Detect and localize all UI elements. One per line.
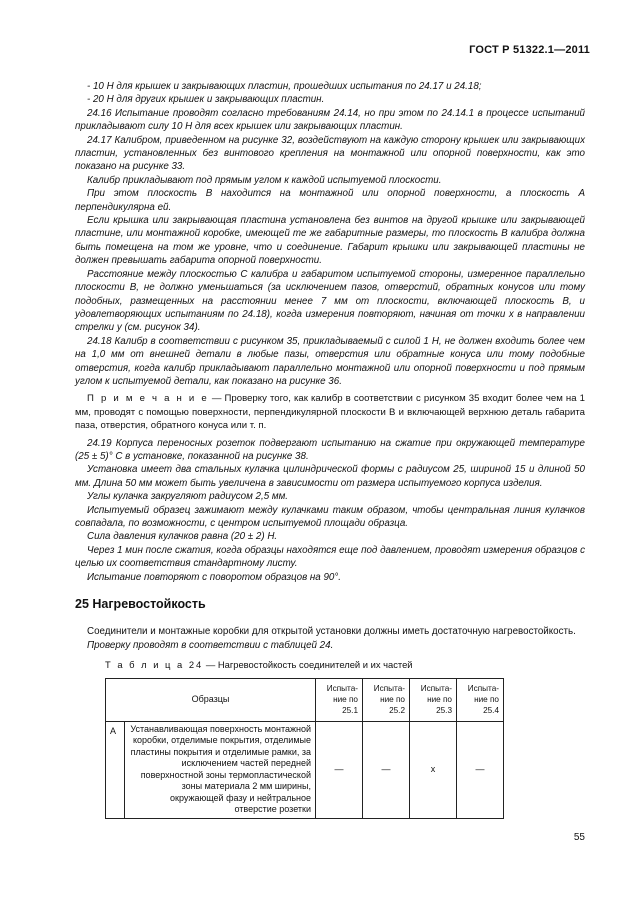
- paragraph: - 10 Н для крышек и закрывающих пластин, прошедших испытания по 24.17 и 24.18;: [87, 81, 482, 92]
- paragraph: Через 1 мин после сжатия, когда образцы находятся еще под давлением, проводят измерения образцов с целью их соответствия стандартному листу.: [75, 544, 585, 570]
- note-label: П р и м е ч а н и е: [87, 393, 209, 405]
- table-caption-label: Т а б л и ц а 24: [105, 659, 204, 671]
- paragraph: Углы кулачка закругляют радиусом 2,5 мм.: [87, 491, 289, 503]
- paragraph: 24.17 Калибром, приведенном на рисунке 32, воздействуют на каждую сторону крышек или закрывающих пластин, установленных без винтового крепления на монтажной или опорной поверхности, как это показано на рисунке 33.: [75, 134, 585, 173]
- row-value: —: [457, 721, 504, 818]
- table-header-test: Испыта-ние по 25.1: [316, 678, 363, 721]
- heat-resistance-table: [105, 678, 504, 819]
- table-header-samples: Образцы: [106, 678, 316, 721]
- paragraph: Испытание повторяют с поворотом образцов на 90°.: [87, 571, 342, 583]
- section-text: Проверку проводят в соответствии с таблицей 24.: [87, 639, 334, 651]
- paragraph: Установка имеет два стальных кулачка цилиндрической формы с радиусом 25, шириной 15 и длиной 50 мм. Длина 50 мм может быть увеличена в зависимости от размера испытуемого корпуса изделия.: [75, 464, 585, 489]
- note-text: — Проверку того, как калибр в соответствии с рисунком 35 входит более чем на 1 мм, проводят с помощью поверхности, перпендикулярной плоскости В и включающей верхнюю деталь габарита паза, отверстия, обратного конуса или т. п.: [75, 393, 586, 432]
- section-text: Соединители и монтажные коробки для открытой установки должны иметь достаточную нагревостойкость.: [87, 626, 576, 638]
- note: [75, 392, 585, 432]
- table-caption: [105, 658, 585, 671]
- table-header-row: [106, 678, 504, 721]
- table-header-test: Испыта-ние по 25.3: [410, 678, 457, 721]
- paragraph: 24.16 Испытание проводят согласно требованиям 24.14, но при этом по 24.14.1 в процессе испытаний прикладывают силу 10 Н для всех крышек или закрывающих пластин.: [75, 107, 585, 133]
- paragraph: 24.18 Калибр в соответствии с рисунком 35, прикладываемый с силой 1 Н, не должен входить более чем на 1,0 мм от внешней детали в любые пазы, отверстия или обратные конуса или тому подобные отверстия, когда калибр прикладывают параллельно монтажной или опорной поверхности и под прямым углом к испытуемой детали, как показано на рисунке 36.: [75, 335, 585, 387]
- table-header-test: Испыта-ние по 25.2: [363, 678, 410, 721]
- page-body: [75, 80, 585, 819]
- paragraph: Расстояние между плоскостью С калибра и габаритом испытуемой стороны, измеренное параллельно плоскости В, не должно уменьшаться (за исключением пазов, отверстий, обратных конусов или тому подобных, размещенных на расстоянии менее 7 мм от плоскости, включающей плоскость В, и удовлетворяющих испытаниям по 24.18), когда измерения повторяют, начиная от точки х в направлении стрелки у (см. рисунок 34).: [75, 268, 585, 334]
- paragraph: Если крышка или закрывающая пластина установлена без винтов на другой крышке или закрывающей пластине, или монтажной коробке, имеющей те же габаритные размеры, то плоскость В калибра должна быть помещена на том же уровне, что и соединение. Габарит крышки или закрывающей пластины не должен превышать габарита опорной поверхности.: [75, 215, 585, 267]
- standard-header: ГОСТ Р 51322.1—2011: [469, 44, 590, 56]
- row-value: x: [410, 721, 457, 818]
- paragraph: - 20 Н для других крышек и закрывающих пластин.: [87, 94, 325, 106]
- table-caption-text: — Нагревостойкость соединителей и их частей: [205, 659, 413, 671]
- section-title: 25 Нагревостойкость: [75, 597, 206, 612]
- page-number: 55: [573, 832, 585, 843]
- paragraph: 24.19 Корпуса переносных розеток подвергают испытанию на сжатие при окружающей температуре (25 ± 5)° С в установке, показанной на рисунке 38.: [75, 437, 585, 462]
- row-value: —: [316, 721, 363, 818]
- table-row: [106, 721, 504, 818]
- row-description: Устанавливающая поверхность монтажной коробки, отделимые покрытия, отделимые пластины покрытия и отделимые рамки, за исключением частей передней поверхностной зоны термопластической зоны материала 2 мм ширины, окружающей фазу и нейтральное отверстие розетки: [125, 721, 316, 818]
- paragraph: Сила давления кулачков равна (20 ± 2) Н.: [87, 531, 278, 543]
- row-value: —: [363, 721, 410, 818]
- table-header-test: Испыта-ние по 25.4: [457, 678, 504, 721]
- paragraph: При этом плоскость В находится на монтажной или опорной поверхности, а плоскость А перпендикулярна ей.: [75, 188, 585, 213]
- paragraph: Калибр прикладывают под прямым углом к каждой испытуемой плоскости.: [87, 174, 442, 186]
- row-letter: А: [106, 721, 125, 818]
- paragraph: Испытуемый образец зажимают между кулачками таким образом, чтобы центральная линия кулачков совпадала, по возможности, с центром испытуемой площади образца.: [75, 504, 585, 529]
